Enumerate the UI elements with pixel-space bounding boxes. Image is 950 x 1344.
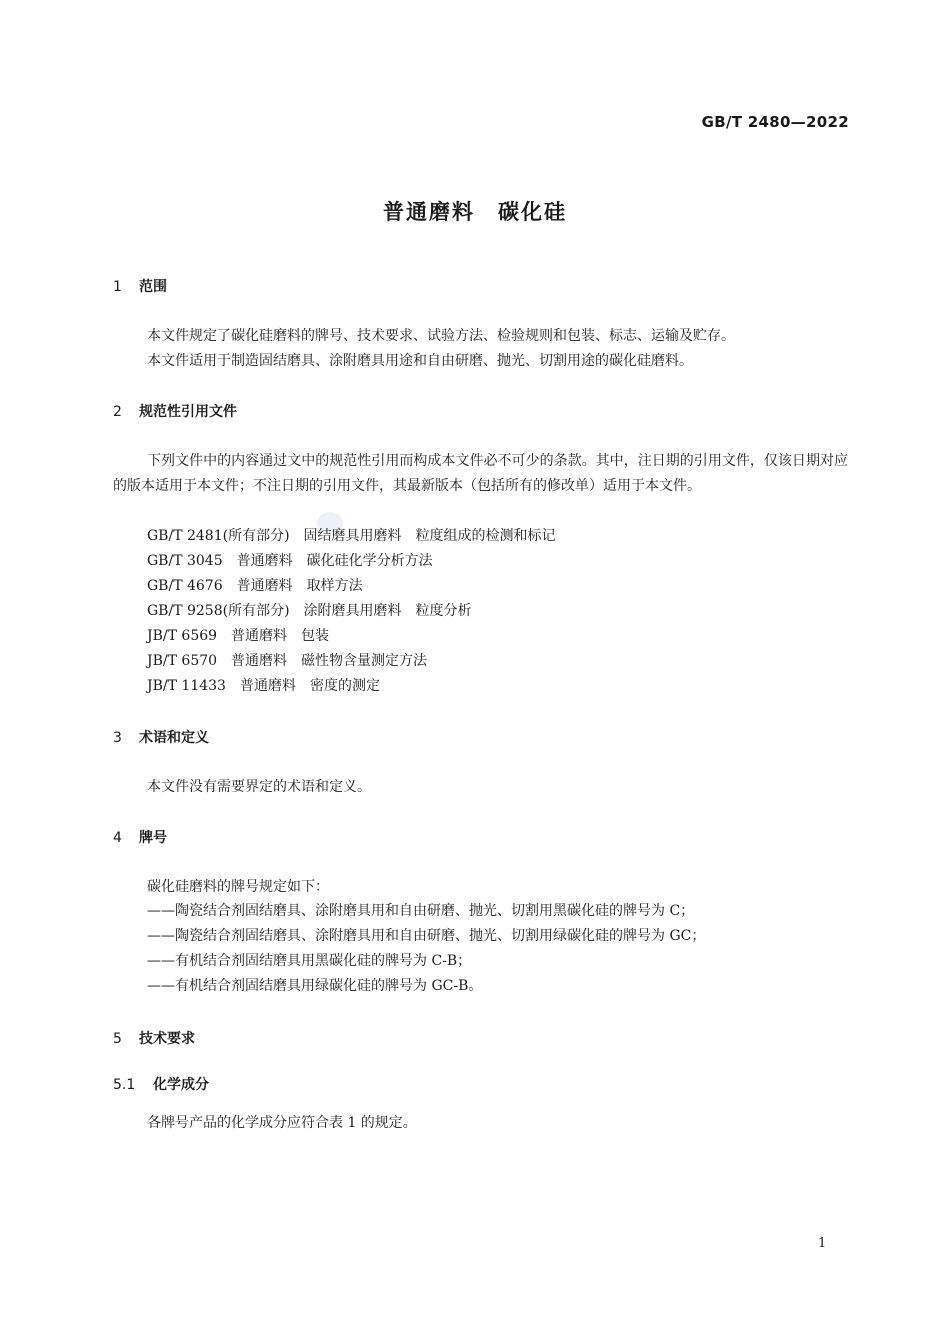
grade-item: ——陶瓷结合剂固结磨具、涂附磨具用和自由研磨、抛光、切割用黑碳化硅的牌号为 C； [147,903,695,919]
section-title: 术语和定义 [139,730,209,746]
page-number: 1 [818,1236,827,1251]
reference-item: GB/T 9258(所有部分) 涂附磨具用磨料 粒度分析 [147,603,472,619]
grade-item: ——有机结合剂固结磨具用黑碳化硅的牌号为 C-B； [147,953,472,969]
grade-item: ——陶瓷结合剂固结磨具、涂附磨具用和自由研磨、抛光、切割用绿碳化硅的牌号为 GC； [147,928,706,944]
scope-paragraph-1: 本文件规定了碳化硅磨料的牌号、技术要求、试验方法、检验规则和包装、标志、运输及贮存。 [147,328,735,344]
references-intro-paragraph: 下列文件中的内容通过文中的规范性引用而构成本文件必不可少的条款。其中，注日期的引用文件，仅该日期对应的版本适用于本文件；不注日期的引用文件，其最新版本（包括所有的修改单）适用于本文件。 [113,453,848,494]
reference-item: JB/T 6569 普通磨料 包装 [147,628,330,644]
section-number: 5.1 [113,1077,136,1093]
grade-item: ——有机结合剂固结磨具用绿碳化硅的牌号为 GC-B。 [147,978,483,994]
section-number: 2 [113,404,122,420]
chemical-composition-paragraph: 各牌号产品的化学成分应符合表 1 的规定。 [147,1115,417,1131]
section-number: 1 [113,279,122,295]
reference-item: JB/T 6570 普通磨料 磁性物含量测定方法 [147,653,428,669]
standard-code: GB/T 2480—2022 [701,113,849,131]
section-5-heading [113,1028,195,1048]
section-title: 规范性引用文件 [139,404,237,420]
section-number: 4 [113,830,122,846]
section-4-heading [113,827,167,847]
grade-intro-paragraph: 碳化硅磨料的牌号规定如下： [147,879,329,895]
section-title: 技术要求 [139,1031,195,1047]
section-3-heading [113,727,209,747]
section-number: 5 [113,1031,122,1047]
scope-paragraph-2: 本文件适用于制造固结磨具、涂附磨具用途和自由研磨、抛光、切割用途的碳化硅磨料。 [147,353,693,369]
reference-item: GB/T 3045 普通磨料 碳化硅化学分析方法 [147,553,433,569]
section-5-1-heading [113,1074,209,1094]
section-1-heading [113,276,167,296]
reference-item: GB/T 2481(所有部分) 固结磨具用磨料 粒度组成的检测和标记 [147,528,556,544]
reference-list [147,524,556,699]
document-title: 普通磨料 碳化硅 [383,200,567,224]
section-title: 牌号 [139,830,167,846]
section-2-heading [113,401,237,421]
terms-paragraph: 本文件没有需要界定的术语和定义。 [147,779,371,795]
reference-item: JB/T 11433 普通磨料 密度的测定 [147,678,380,694]
reference-item: GB/T 4676 普通磨料 取样方法 [147,578,363,594]
grade-list [147,899,705,999]
section-title: 化学成分 [153,1077,209,1093]
section-title: 范围 [139,279,167,295]
section-number: 3 [113,730,122,746]
